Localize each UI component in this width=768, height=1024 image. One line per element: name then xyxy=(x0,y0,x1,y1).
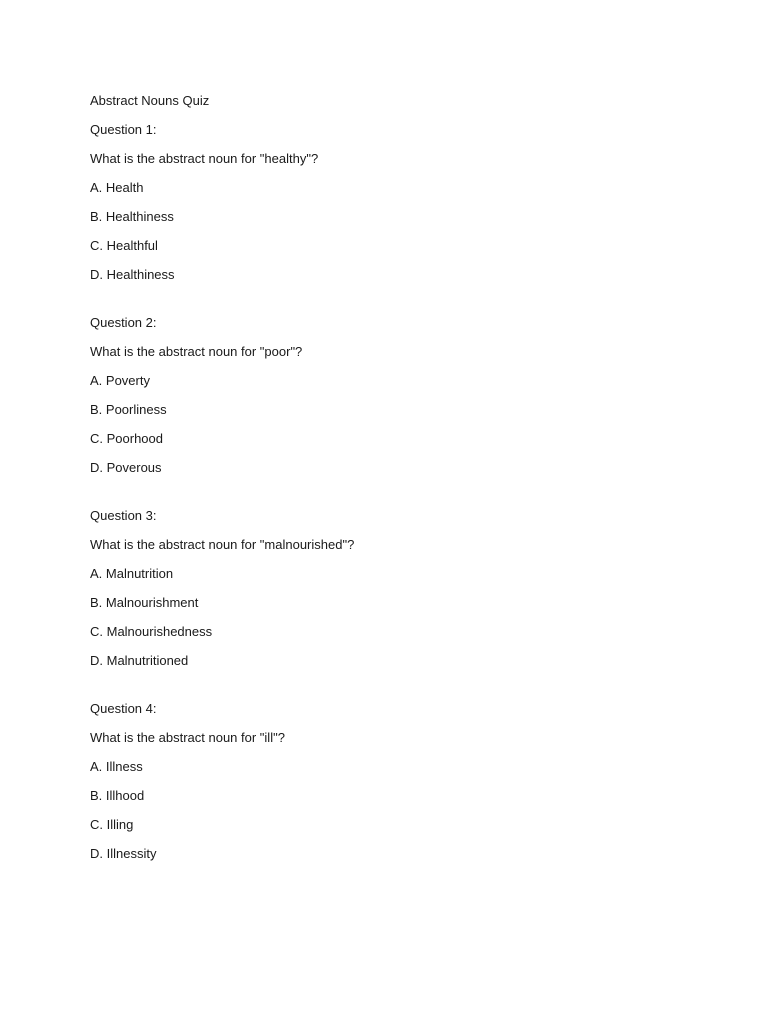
question-heading: Question 3: xyxy=(90,508,157,523)
question-heading: Question 1: xyxy=(90,122,157,137)
answer-option-b: B. Malnourishment xyxy=(90,595,199,610)
answer-option-b: B. Poorliness xyxy=(90,402,167,417)
question-prompt: What is the abstract noun for "ill"? xyxy=(90,730,285,745)
answer-option-b: B. Illhood xyxy=(90,788,145,803)
question-prompt: What is the abstract noun for "healthy"? xyxy=(90,151,319,166)
quiz-title: Abstract Nouns Quiz xyxy=(90,93,210,108)
answer-option-c: C. Healthful xyxy=(90,238,158,253)
answer-option-d: D. Poverous xyxy=(90,460,162,475)
question-block-4 xyxy=(90,699,690,863)
answer-option-a: A. Poverty xyxy=(90,373,150,388)
answer-option-d: D. Healthiness xyxy=(90,267,175,282)
answer-option-a: A. Malnutrition xyxy=(90,566,174,581)
answer-option-a: A. Health xyxy=(90,180,144,195)
question-prompt: What is the abstract noun for "malnourished"? xyxy=(90,537,355,552)
answer-option-a: A. Illness xyxy=(90,759,143,774)
document-page xyxy=(90,91,690,873)
answer-option-c: C. Malnourishedness xyxy=(90,624,213,639)
question-prompt: What is the abstract noun for "poor"? xyxy=(90,344,303,359)
answer-option-d: D. Illnessity xyxy=(90,846,157,861)
question-heading: Question 4: xyxy=(90,701,157,716)
answer-option-c: C. Poorhood xyxy=(90,431,163,446)
question-block-1 xyxy=(90,120,690,284)
question-heading: Question 2: xyxy=(90,315,157,330)
question-block-3 xyxy=(90,506,690,670)
answer-option-c: C. Illing xyxy=(90,817,134,832)
question-block-2 xyxy=(90,313,690,477)
answer-option-d: D. Malnutritioned xyxy=(90,653,189,668)
answer-option-b: B. Healthiness xyxy=(90,209,174,224)
